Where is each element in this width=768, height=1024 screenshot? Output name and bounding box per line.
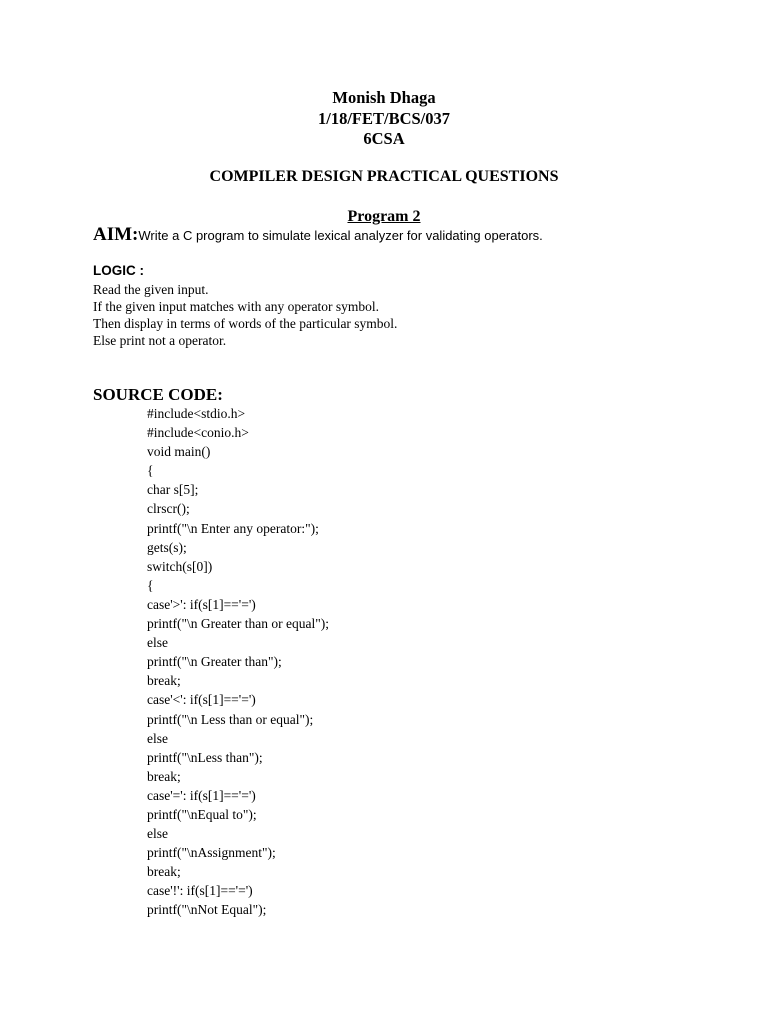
code-line: case'=': if(s[1]=='=') xyxy=(147,787,256,803)
code-line: break; xyxy=(147,864,181,880)
roll-number: 1/18/FET/BCS/037 xyxy=(317,109,451,128)
code-line: case'>': if(s[1]=='=') xyxy=(147,596,256,612)
aim-section xyxy=(93,224,543,247)
code-line: printf("\n Greater than or equal"); xyxy=(147,616,329,632)
logic-line: Then display in terms of words of the particular symbol. xyxy=(93,316,398,331)
code-line: printf("\n Enter any operator:"); xyxy=(147,520,319,536)
code-line: printf("\nNot Equal"); xyxy=(147,902,267,918)
program-title: Program 2 xyxy=(347,208,421,225)
code-line: case'!': if(s[1]=='=') xyxy=(147,883,253,899)
code-line: printf("\nAssignment"); xyxy=(147,845,276,861)
code-line: break; xyxy=(147,768,181,784)
class-section: 6CSA xyxy=(363,129,405,148)
code-line: case'<': if(s[1]=='=') xyxy=(147,692,256,708)
code-line: printf("\n Greater than"); xyxy=(147,654,282,670)
logic-line: If the given input matches with any operator symbol. xyxy=(93,299,380,314)
code-line: gets(s); xyxy=(147,539,187,555)
code-line: switch(s[0]) xyxy=(147,558,213,574)
author-name: Monish Dhaga xyxy=(332,88,436,107)
code-line: #include<conio.h> xyxy=(147,425,249,441)
code-line: break; xyxy=(147,673,181,689)
code-line: { xyxy=(147,577,154,593)
code-line: char s[5]; xyxy=(147,482,199,498)
source-code-block xyxy=(147,404,329,920)
code-line: else xyxy=(147,730,168,746)
code-line: clrscr(); xyxy=(147,501,190,517)
code-line: printf("\n Less than or equal"); xyxy=(147,711,314,727)
logic-line: Else print not a operator. xyxy=(93,333,227,348)
source-code-heading: SOURCE CODE: xyxy=(93,385,223,404)
logic-heading: LOGIC : xyxy=(93,263,144,278)
aim-text: Write a C program to simulate lexical analyzer for validating operators. xyxy=(138,228,543,243)
logic-line: Read the given input. xyxy=(93,282,209,297)
code-line: { xyxy=(147,463,154,479)
code-line: else xyxy=(147,635,168,651)
logic-list xyxy=(93,281,397,349)
code-line: void main() xyxy=(147,444,211,460)
code-line: #include<stdio.h> xyxy=(147,406,246,421)
code-line: printf("\nLess than"); xyxy=(147,749,263,765)
code-line: printf("\nEqual to"); xyxy=(147,806,257,822)
code-line: else xyxy=(147,826,168,842)
document-title: COMPILER DESIGN PRACTICAL QUESTIONS xyxy=(209,168,559,185)
aim-label: AIM: xyxy=(93,224,139,245)
